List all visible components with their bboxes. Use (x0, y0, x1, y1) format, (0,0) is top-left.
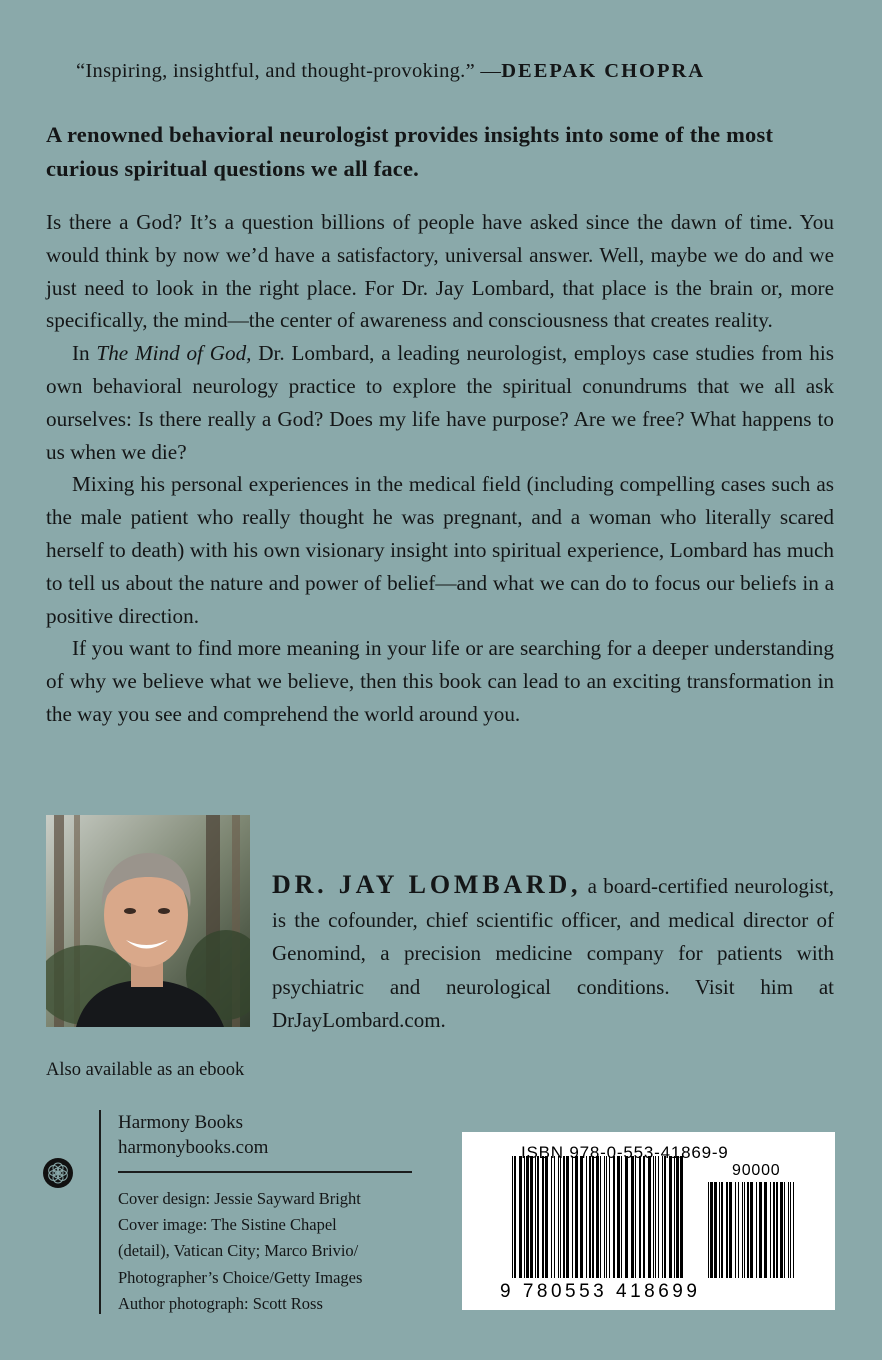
ebook-note: Also available as an ebook (46, 1060, 245, 1080)
barcode-bar (669, 1156, 672, 1278)
barcode-bar (680, 1156, 683, 1278)
paragraph-1: Is there a God? It’s a question billions of people have asked since the dawn of time. You would think by now we’d have a satisfactory, universal answer. Well, maybe we do and we just need to look in the right place. For Dr. Jay Lombard, that place is the brain or, more specifically, the mind—the center of awareness and consciousness that creates reality. (46, 210, 834, 333)
paragraph-3: Mixing his personal experiences in the medical field (including compelling cases such as the male patient who really thought he was pregnant, and a woman who literally scared herself to death) with his own visionary insight into spiritual experience, Lombard has much to tell us about the nature and power of belief—and what we can do to focus our beliefs in a positive direction. (46, 472, 834, 628)
barcode-bar (719, 1182, 720, 1278)
barcode-bar (780, 1182, 783, 1278)
credit-line: Cover design: Jessie Sayward Bright (118, 1189, 361, 1208)
barcode-bar (542, 1156, 544, 1278)
credit-line: (detail), Vatican City; Marco Brivio/ (118, 1241, 359, 1261)
credit-line: Photographer’s Choice/Getty Images (118, 1267, 363, 1287)
barcode-bar (664, 1156, 666, 1278)
quote-attribution: DEEPAK CHOPRA (501, 60, 706, 82)
headline: A renowned behavioral neurologist provides insights into some of the most curious spiritual questions we all face. (46, 122, 774, 181)
author-name: DR. JAY LOMBARD, (272, 870, 582, 899)
barcode-bar (631, 1156, 634, 1278)
barcode-bar (566, 1156, 569, 1278)
barcode-bar (519, 1156, 522, 1278)
barcode-bar (592, 1156, 594, 1278)
barcode-bar (729, 1182, 732, 1278)
barcode-bar (735, 1182, 736, 1278)
barcode-bar (776, 1182, 778, 1278)
barcode-bar (726, 1182, 728, 1278)
paragraph-4: If you want to find more meaning in your life or are searching for a deeper understanding of why we believe what we believe, then this book can lead to an exciting transformation in the way you see and comprehend the world around you. (46, 636, 834, 726)
credit-line: Author photograph: Scott Ross (118, 1293, 323, 1313)
barcode-bar (643, 1156, 645, 1278)
barcode-bar (662, 1156, 663, 1278)
barcode-bar (721, 1182, 723, 1278)
barcode-bar (575, 1156, 578, 1278)
barcode-bar (512, 1156, 513, 1278)
barcode-bar (558, 1156, 559, 1278)
barcode-bar (658, 1156, 659, 1278)
endorsement-quote (76, 60, 836, 83)
barcode-bar (750, 1182, 753, 1278)
barcode-bar (742, 1182, 743, 1278)
barcode-bar (655, 1156, 656, 1278)
barcode-bar (764, 1182, 767, 1278)
barcode-bar (609, 1156, 610, 1278)
barcode-bar (604, 1156, 605, 1278)
publisher-url: harmonybooks.com (118, 1137, 269, 1158)
barcode-bar (790, 1182, 791, 1278)
barcode-bar (635, 1156, 636, 1278)
barcode-bar (545, 1156, 548, 1278)
author-portrait-image (46, 815, 250, 1027)
barcode-bar (554, 1156, 555, 1278)
barcode-bar (653, 1156, 654, 1278)
horizontal-divider (118, 1171, 412, 1173)
barcode-bar (770, 1182, 771, 1278)
barcode-bar (526, 1156, 529, 1278)
barcode-bar (788, 1182, 789, 1278)
barcode-bar (773, 1182, 775, 1278)
barcode-bar (600, 1156, 601, 1278)
barcode-bar (756, 1182, 757, 1278)
barcode-bar (747, 1182, 749, 1278)
barcode-bar (563, 1156, 565, 1278)
author-photo (46, 815, 250, 1027)
barcode-bar (710, 1182, 713, 1278)
price-code: 90000 (732, 1162, 781, 1179)
barcode-bar (744, 1182, 745, 1278)
barcode-bar (759, 1182, 762, 1278)
barcode-bar (537, 1156, 539, 1278)
credits (118, 1186, 362, 1317)
barcode-bar (621, 1156, 622, 1278)
publisher-info (118, 1110, 268, 1160)
barcode-bar (714, 1182, 717, 1278)
barcode-bar (738, 1182, 739, 1278)
publisher-logo (42, 1157, 74, 1189)
isbn-label: ISBN 978-0-553-41869-9 (521, 1143, 729, 1162)
barcode-bar (606, 1156, 607, 1278)
barcode-bar (674, 1156, 675, 1278)
book-title: The Mind of God, (96, 341, 252, 366)
barcode-bar (613, 1156, 615, 1278)
paragraph-2: In The Mind of God, Dr. Lombard, a leading neurologist, employs case studies from his own behavioral neurology practice to explore the spiritual conundrums that we all ask ourselves: Is there really a God? Does my life have purpose? Are we free? What happens to us when we die? (46, 341, 834, 464)
credit-line: Cover image: The Sistine Chapel (118, 1215, 337, 1235)
barcode-bar (708, 1182, 709, 1278)
barcode-bar (617, 1156, 620, 1278)
barcode-bar (784, 1182, 785, 1278)
author-bio (272, 868, 834, 1038)
flower-of-life-icon (42, 1157, 74, 1189)
barcode-bar (648, 1156, 651, 1278)
description-body (46, 206, 834, 731)
barcode-bar (589, 1156, 591, 1278)
barcode-bar (560, 1156, 561, 1278)
barcode-bar (530, 1156, 533, 1278)
barcode-bar (639, 1156, 641, 1278)
barcode-digits: 9 780553 418699 (500, 1281, 701, 1302)
barcode-bar (586, 1156, 587, 1278)
vertical-divider (99, 1110, 101, 1314)
barcode-bar (580, 1156, 583, 1278)
quote-text: “Inspiring, insightful, and thought-provoking.” — (76, 60, 502, 82)
author-bio-text: a board-certified neurologist, is the cofounder, chief scientific officer, and medical director of Genomind, a precision medicine company for patients with psychiatric and neurological conditions. Visit him at DrJayLombard.com. (272, 874, 834, 1032)
barcode-bar (596, 1156, 599, 1278)
barcode-bar (793, 1182, 794, 1278)
barcode-bar (535, 1156, 536, 1278)
barcode-bar (514, 1156, 516, 1278)
barcode-bar (551, 1156, 552, 1278)
barcode-bar (524, 1156, 525, 1278)
publisher-name: Harmony Books (118, 1112, 244, 1133)
barcode-bar (676, 1156, 679, 1278)
barcode-bar (572, 1156, 573, 1278)
barcode-bar (625, 1156, 628, 1278)
